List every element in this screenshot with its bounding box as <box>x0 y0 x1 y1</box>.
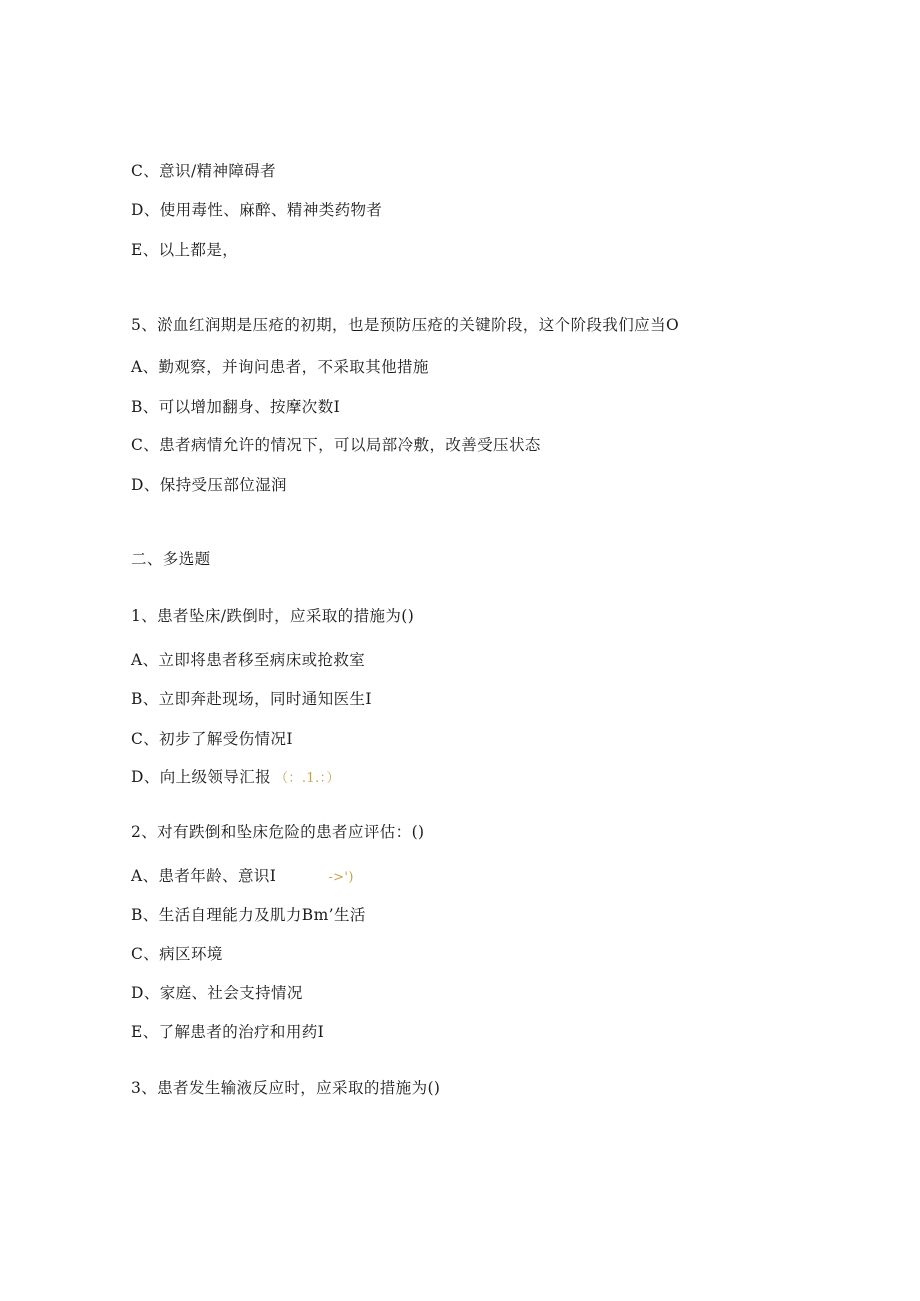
question-text: 3、患者发生输液反应时，应采取的措施为() <box>131 1079 441 1097</box>
option-e-all-above <box>131 240 238 260</box>
line-text: C、意识/精神障碍者 <box>131 162 277 180</box>
line-text: B、可以增加翻身、按摩次数I <box>131 398 341 416</box>
line-text: C、初步了解受伤情况I <box>131 730 293 748</box>
line-text: D、家庭、社会支持情况 <box>131 984 303 1002</box>
option-c-ward-environment <box>131 944 223 964</box>
question-5 <box>131 315 679 335</box>
option-d-family-support <box>131 983 303 1003</box>
line-text: D、向上级领导汇报 <box>131 768 272 786</box>
option-d-report <box>131 767 340 789</box>
option-c-consciousness <box>131 161 276 181</box>
line-text: E、以上都是， <box>131 241 239 259</box>
line-text: E、了解患者的治疗和用药I <box>131 1023 325 1041</box>
option-a-age-consciousness <box>131 866 354 888</box>
question-1 <box>131 606 414 626</box>
question-3 <box>131 1078 440 1098</box>
line-text: D、保持受压部位湿润 <box>131 476 287 494</box>
option-c-understand-injury <box>131 729 293 749</box>
line-text: B、生活自理能力及肌力Bm’生活 <box>131 906 366 924</box>
line-text: A、立即将患者移至病床或抢救室 <box>131 651 366 669</box>
line-text: A、患者年龄、意识I <box>131 867 277 885</box>
line-text: C、病区环境 <box>131 945 223 963</box>
option-b-turning <box>131 397 340 417</box>
option-d-drug-users <box>131 200 382 220</box>
handwritten-mark: ->') <box>328 870 354 885</box>
option-d-keep-moist <box>131 475 287 495</box>
question-text: 2、对有跌倒和坠床危险的患者应评估：() <box>131 823 425 841</box>
line-text: C、患者病情允许的情况下，可以局部冷敷，改善受压状态 <box>131 436 541 454</box>
option-b-rush-to-scene <box>131 689 372 709</box>
option-a-move-patient <box>131 650 365 670</box>
option-a-observe <box>131 357 429 377</box>
line-text: B、立即奔赴现场，同时通知医生I <box>131 690 372 708</box>
line-text: A、勤观察，并询问患者，不采取其他措施 <box>131 358 429 376</box>
handwritten-mark: （：.1.：） <box>275 771 340 786</box>
question-text: 5、淤血红润期是压疮的初期，也是预防压疮的关键阶段，这个阶段我们应当O <box>131 316 680 334</box>
question-text: 1、患者坠床/跌倒时，应采取的措施为() <box>131 607 415 625</box>
section-title: 二、多选题 <box>131 550 211 568</box>
section-heading-multiple-choice <box>131 549 211 569</box>
option-c-cold-compress <box>131 435 541 455</box>
option-b-self-care <box>131 905 366 925</box>
question-2 <box>131 822 424 842</box>
line-text: D、使用毒性、麻醉、精神类药物者 <box>131 201 383 219</box>
option-e-treatment <box>131 1022 324 1042</box>
